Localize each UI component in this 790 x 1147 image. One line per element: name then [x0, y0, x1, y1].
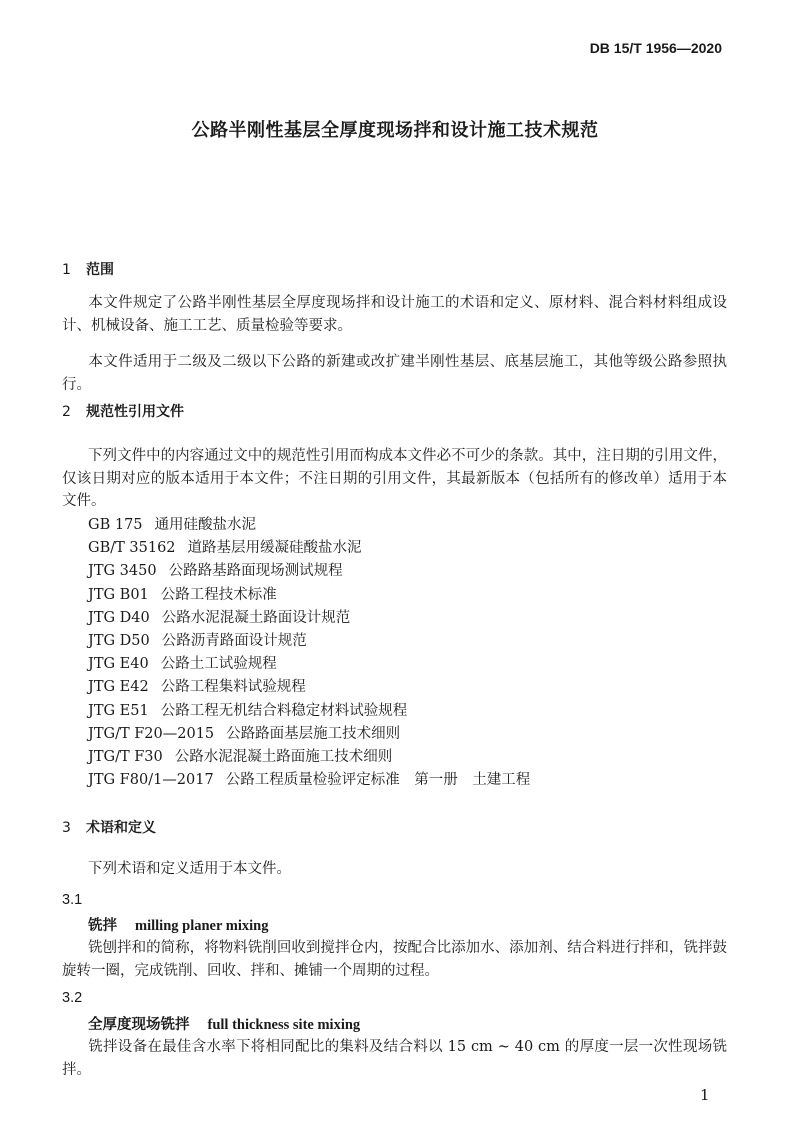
reference-item: GB/T 35162 道路基层用缓凝硅酸盐水泥 — [88, 540, 362, 557]
reference-item: JTG E40 公路土工试验规程 — [88, 656, 277, 673]
section-heading-1: 1 范围 — [62, 262, 114, 278]
paragraph: 本文件规定了公路半刚性基层全厚度现场拌和设计施工的术语和定义、原材料、混合料材料组成设计、机械设备、施工工艺、质量检验等要求。 — [62, 295, 727, 334]
paragraph: 下列文件中的内容通过文中的规范性引用而构成本文件必不可少的条款。其中，注日期的引用文件，仅该日期对应的版本适用于本文件；不注日期的引用文件，其最新版本（包括所有的修改单）适用于本文件。 — [62, 448, 727, 509]
paragraph: 本文件适用于二级及二级以下公路的新建或改扩建半刚性基层、底基层施工，其他等级公路参照执行。 — [62, 354, 727, 393]
reference-item: JTG 3450 公路路基路面现场测试规程 — [88, 563, 343, 580]
term-heading: 全厚度现场铣拌 full thickness site mixing — [88, 1016, 361, 1033]
page-number: 1 — [700, 1086, 710, 1104]
reference-list — [88, 514, 530, 792]
reference-item: GB 175 通用硅酸盐水泥 — [88, 517, 257, 533]
term-definition: 铣刨拌和的简称，将物料铣削回收到搅拌仓内，按配合比添加水、添加剂、结合料进行拌和，铣拌鼓旋转一圈，完成铣削、回收、拌和、摊铺一个周期的过程。 — [62, 940, 727, 979]
page-title: 公路半刚性基层全厚度现场拌和设计施工技术规范 — [191, 120, 599, 141]
section-heading-3: 3 术语和定义 — [62, 820, 156, 836]
document-code: DB 15/T 1956—2020 — [589, 40, 722, 56]
reference-item: JTG B01 公路工程技术标准 — [88, 586, 277, 603]
reference-item: JTG F80/1—2017 公路工程质量检验评定标准 第一册 土建工程 — [88, 772, 531, 789]
term-definition: 铣拌设备在最佳含水率下将相同配比的集料及结合料以 15 cm ~ 40 cm 的厚度一层一次性现场铣拌。 — [62, 1039, 727, 1078]
term-heading: 铣拌 milling planer mixing — [88, 917, 269, 934]
clause-number: 3.1 — [62, 892, 83, 908]
reference-item: JTG/T F20—2015 公路路面基层施工技术细则 — [88, 725, 401, 742]
clause-number: 3.2 — [62, 990, 83, 1006]
reference-item: JTG E51 公路工程无机结合料稳定材料试验规程 — [88, 702, 408, 719]
paragraph: 下列术语和定义适用于本文件。 — [88, 861, 291, 877]
reference-item: JTG/T F30 公路水泥混凝土路面施工技术细则 — [88, 749, 393, 766]
reference-item: JTG E42 公路工程集料试验规程 — [88, 679, 306, 696]
reference-item: JTG D50 公路沥青路面设计规范 — [88, 633, 307, 650]
reference-item: JTG D40 公路水泥混凝土路面设计规范 — [88, 609, 351, 626]
section-heading-2: 2 规范性引用文件 — [62, 404, 184, 420]
